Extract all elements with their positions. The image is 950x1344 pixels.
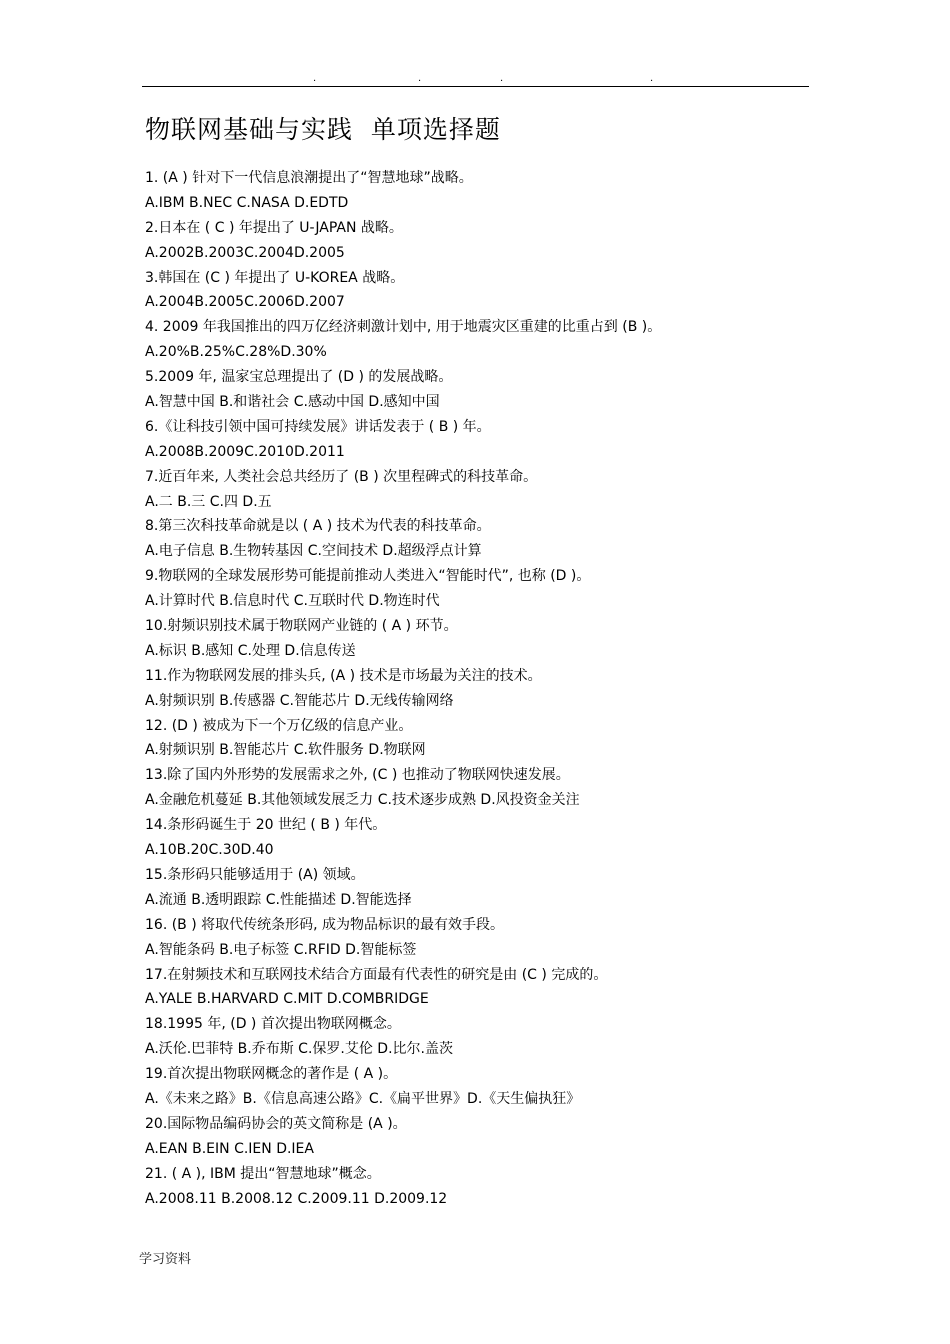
question-text: 14.条形码诞生于 20 世纪 ( B ) 年代。 <box>145 817 387 834</box>
answer-options: A.计算时代 B.信息时代 C.互联时代 D.物连时代 <box>145 593 440 610</box>
question-text: 8.第三次科技革命就是以 ( A ) 技术为代表的科技革命。 <box>145 518 491 535</box>
question-text: 16. (B ) 将取代传统条形码, 成为物品标识的最有效手段。 <box>145 916 505 933</box>
answer-options: A.2004B.2005C.2006D.2007 <box>145 294 345 311</box>
question-text: 13.除了国内外形势的发展需求之外, (C ) 也推动了物联网快速发展。 <box>145 767 570 784</box>
question-text: 12. (D ) 被成为下一个万亿级的信息产业。 <box>145 717 413 734</box>
question-text: 1. (A ) 针对下一代信息浪潮提出了“智慧地球”战略。 <box>145 170 473 186</box>
page-title: 物联网基础与实践 单项选择题 <box>145 115 501 144</box>
answer-options: A.20%B.25%C.28%D.30% <box>145 344 327 361</box>
question-text: 11.作为物联网发展的排头兵, (A ) 技术是市场最为关注的技术。 <box>145 667 542 684</box>
question-list <box>145 166 845 1211</box>
answer-options: A.智能条码 B.电子标签 C.RFID D.智能标签 <box>145 941 417 958</box>
question-text: 5.2009 年, 温家宝总理提出了 (D ) 的发展战略。 <box>145 369 453 386</box>
question-text: 10.射频识别技术属于物联网产业链的 ( A ) 环节。 <box>145 618 458 635</box>
question-text: 2.日本在 ( C ) 年提出了 U-JAPAN 战略。 <box>145 219 403 236</box>
question-text: 21. ( A ), IBM 提出“智慧地球”概念。 <box>145 1165 381 1182</box>
answer-options: A.流通 B.透明跟踪 C.性能描述 D.智能选择 <box>145 891 412 908</box>
question-text: 7.近百年来, 人类社会总共经历了 (B ) 次里程碑式的科技革命。 <box>145 468 538 485</box>
answer-options: A.标识 B.感知 C.处理 D.信息传送 <box>145 642 356 659</box>
question-text: 17.在射频技术和互联网技术结合方面最有代表性的研究是由 (C ) 完成的。 <box>145 966 608 983</box>
answer-options: A.《未来之路》B.《信息高速公路》C.《扁平世界》D.《天生偏执狂》 <box>145 1090 581 1107</box>
header-dot: . <box>650 73 654 84</box>
answer-options: A.2008B.2009C.2010D.2011 <box>145 443 345 460</box>
answer-options: A.二 B.三 C.四 D.五 <box>145 493 272 510</box>
header-dot: . <box>418 73 422 84</box>
footer-note: 学习资料 <box>139 1252 192 1267</box>
question-text: 6.《让科技引领中国可持续发展》讲话发表于 ( B ) 年。 <box>145 418 491 435</box>
answer-options: A.2008.11 B.2008.12 C.2009.11 D.2009.12 <box>145 1190 448 1207</box>
answer-options: A.IBM B.NEC C.NASA D.EDTD <box>145 194 349 211</box>
question-text: 3.韩国在 (C ) 年提出了 U-KOREA 战略。 <box>145 269 405 286</box>
question-text: 19.首次提出物联网概念的著作是 ( A )。 <box>145 1066 398 1083</box>
question-text: 20.国际物品编码协会的英文简称是 (A )。 <box>145 1115 407 1132</box>
answer-options: A.沃伦.巴菲特 B.乔布斯 C.保罗.艾伦 D.比尔.盖茨 <box>145 1041 453 1058</box>
header-dot: . <box>313 73 317 84</box>
question-text: 4. 2009 年我国推出的四万亿经济刺激计划中, 用于地震灾区重建的比重占到 (B )。 <box>145 319 662 336</box>
answer-options: A.金融危机蔓延 B.其他领域发展乏力 C.技术逐步成熟 D.风投资金关注 <box>145 792 580 809</box>
header-dot: . <box>500 73 504 84</box>
question-text: 18.1995 年, (D ) 首次提出物联网概念。 <box>145 1016 401 1033</box>
question-text: 15.条形码只能够适用于 (A) 领域。 <box>145 866 365 883</box>
answer-options: A.电子信息 B.生物转基因 C.空间技术 D.超级浮点计算 <box>145 543 482 560</box>
answer-options: A.10B.20C.30D.40 <box>145 842 274 859</box>
answer-options: A.YALE B.HARVARD C.MIT D.COMBRIDGE <box>145 991 429 1008</box>
answer-options: A.射频识别 B.智能芯片 C.软件服务 D.物联网 <box>145 742 426 759</box>
answer-options: A.2002B.2003C.2004D.2005 <box>145 244 345 261</box>
answer-options: A.智慧中国 B.和谐社会 C.感动中国 D.感知中国 <box>145 394 440 411</box>
answer-options: A.射频识别 B.传感器 C.智能芯片 D.无线传输网络 <box>145 692 454 709</box>
question-text: 9.物联网的全球发展形势可能提前推动人类进入“智能时代”, 也称 (D )。 <box>145 568 591 585</box>
answer-options: A.EAN B.EIN C.IEN D.IEA <box>145 1140 314 1157</box>
header-rule <box>142 86 809 87</box>
